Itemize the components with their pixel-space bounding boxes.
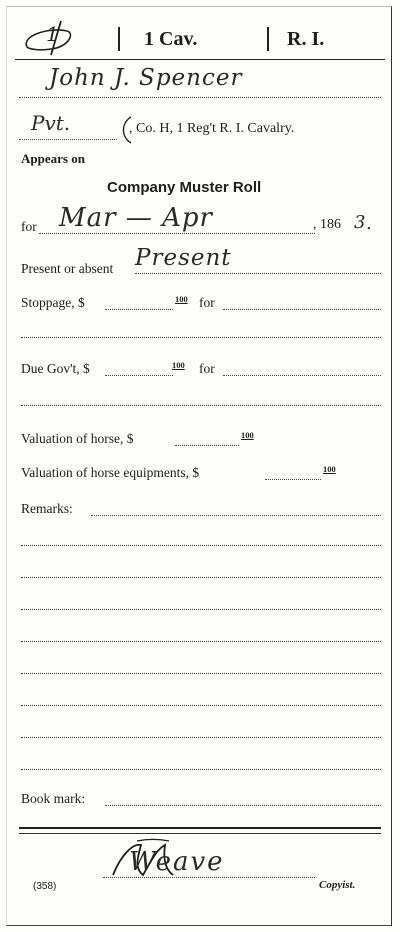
- remarks-line-1: [91, 515, 381, 516]
- remarks-line-8: [21, 737, 381, 738]
- copyist-label: Copyist.: [319, 879, 356, 891]
- stoppage-dollar-dots: [105, 309, 173, 310]
- unit-line: , Co. H, 1 Reg't R. I. Cavalry.: [129, 121, 295, 136]
- equipment-valuation-cents: 100: [323, 464, 336, 474]
- period-year-printed: , 186: [313, 217, 341, 232]
- period-year-written: 3: [354, 212, 366, 233]
- due-govt-for-label: for: [199, 361, 215, 376]
- remarks-line-7: [21, 705, 381, 706]
- copyist-signature: Weave: [129, 847, 225, 877]
- presence-value: Present: [135, 245, 232, 271]
- stoppage-extra-dots: [21, 337, 381, 338]
- presence-label: Present or absent: [21, 261, 114, 276]
- period-value: Mar — Apr: [59, 203, 213, 233]
- remarks-line-4: [21, 609, 381, 610]
- due-govt-for-dots: [223, 375, 381, 376]
- regiment-abbrev: 1 Cav.: [144, 28, 198, 50]
- book-mark-dots: [105, 805, 381, 806]
- stoppage-cents: 100: [175, 294, 188, 304]
- remarks-label: Remarks:: [21, 501, 73, 516]
- header-rule: [15, 59, 385, 60]
- header-divider-2: [267, 27, 269, 51]
- footer-rule-bottom: [19, 833, 381, 834]
- presence-dotted-line: [135, 273, 381, 274]
- period-for-label: for: [21, 219, 37, 234]
- appears-on-label: Appears on: [21, 151, 85, 166]
- rank-dotted-line: [19, 139, 117, 140]
- remarks-line-5: [21, 641, 381, 642]
- footer-rule-top: [19, 827, 381, 829]
- book-mark-label: Book mark:: [21, 791, 86, 806]
- state-abbrev: R. I.: [287, 28, 325, 50]
- due-govt-cents: 100: [172, 360, 185, 370]
- horse-valuation-cents: 100: [241, 430, 254, 440]
- remarks-line-9: [21, 769, 381, 770]
- muster-card: [6, 6, 392, 926]
- header-divider-1: [118, 27, 120, 51]
- copyist-dots: [103, 877, 315, 878]
- soldier-name: John J. Spencer: [49, 65, 243, 91]
- stoppage-for-label: for: [199, 295, 215, 310]
- period-dotted-line: [39, 233, 315, 234]
- stoppage-label: Stoppage, $: [21, 295, 85, 310]
- state-mark: 1: [46, 22, 59, 46]
- equipment-valuation-label: Valuation of horse equipments, $: [21, 465, 200, 480]
- due-govt-dollar-dots: [105, 375, 173, 376]
- horse-valuation-dots: [175, 445, 239, 446]
- soldier-rank: Pvt.: [31, 111, 71, 135]
- remarks-line-6: [21, 673, 381, 674]
- roll-title: Company Muster Roll: [107, 179, 262, 196]
- due-govt-label: Due Gov't, $: [21, 361, 90, 376]
- name-dotted-line: [19, 97, 381, 98]
- period-end-dot: .: [366, 213, 372, 234]
- remarks-line-2: [21, 545, 381, 546]
- form-number: (358): [33, 881, 57, 892]
- due-govt-extra-dots: [21, 405, 381, 406]
- horse-valuation-label: Valuation of horse, $: [21, 431, 134, 446]
- equipment-valuation-dots: [265, 479, 321, 480]
- stoppage-for-dots: [223, 309, 381, 310]
- remarks-line-3: [21, 577, 381, 578]
